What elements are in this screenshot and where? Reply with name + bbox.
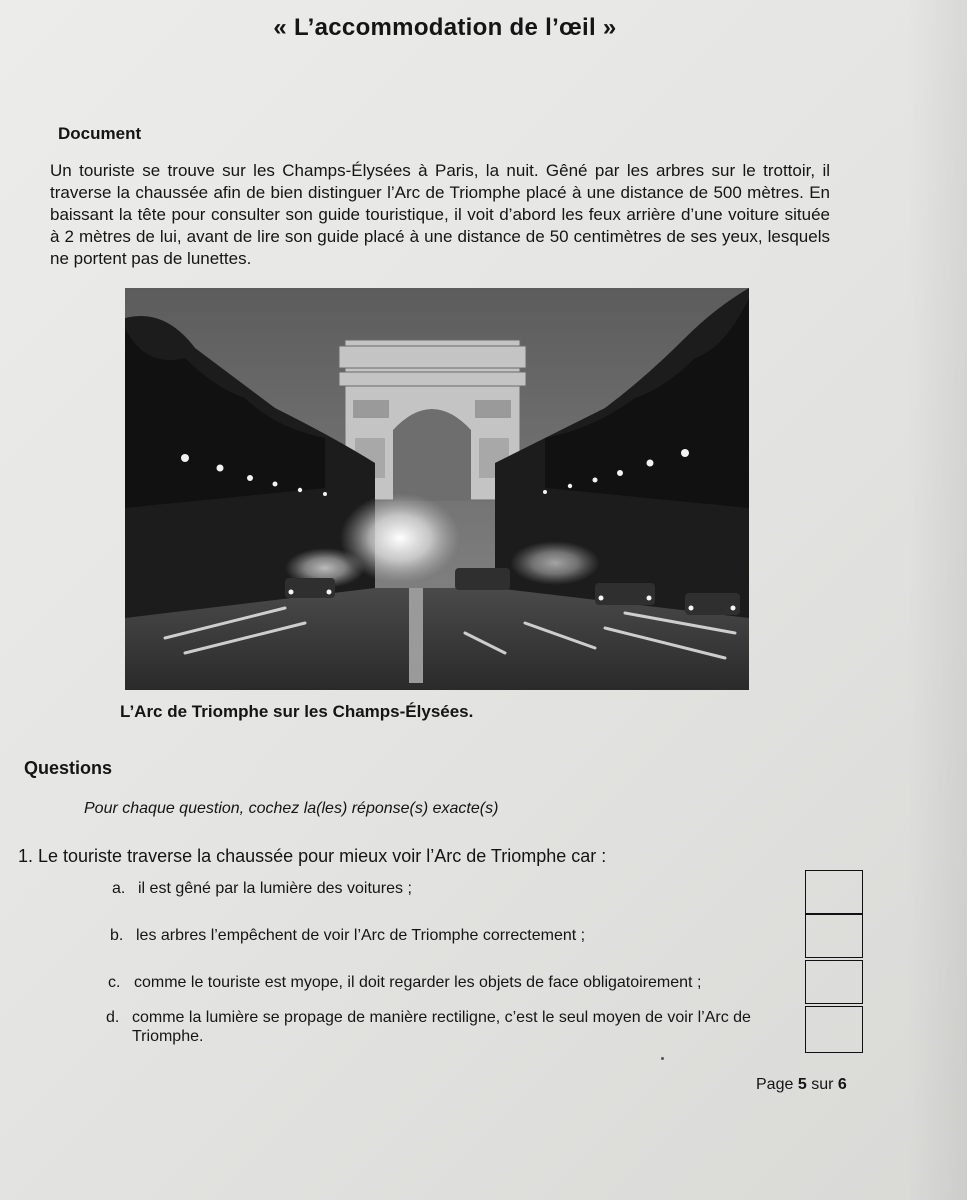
- questions-heading: Questions: [24, 758, 113, 778]
- document-heading: Document: [58, 124, 142, 143]
- option-text: comme le touriste est myope, il doit regarder les objets de face obligatoirement ;: [134, 974, 702, 991]
- page-title: « L’accommodation de l’œil »: [273, 14, 617, 41]
- option-letter: a.: [112, 880, 126, 897]
- document-paragraph: Un touriste se trouve sur les Champs-Élysées à Paris, la nuit. Gêné par les arbres sur le trottoir, il traverse la chaussée afin de bien distinguer l’Arc de Triomphe placé à une distance de 500 mètres. En baissant la tête pour consulter son guide touristique, il voit d’abord les feux arrière d’une voiture située à 2 mètres de lui, avant de lire son guide placé à une distance de 50 centimètres de ses yeux, lesquels ne portent pas de lunettes.: [50, 161, 830, 268]
- page-edge-shadow: [907, 0, 967, 1200]
- option-text: comme la lumière se propage de manière rectiligne, c’est le seul moyen de voir l’Arc de Triomphe.: [132, 1009, 751, 1045]
- question-1: 1. Le touriste traverse la chaussée pour mieux voir l’Arc de Triomphe car :: [18, 846, 607, 866]
- page-current: 5: [797, 1076, 807, 1093]
- paper-speck: [661, 1057, 664, 1060]
- checkbox-d[interactable]: [805, 1006, 863, 1053]
- checkbox-c[interactable]: [805, 960, 863, 1004]
- option-letter: b.: [110, 927, 124, 944]
- page-prefix: Page: [756, 1076, 794, 1093]
- questions-instruction: Pour chaque question, cochez la(les) réponse(s) exacte(s): [84, 800, 499, 817]
- page-separator: sur: [811, 1076, 834, 1093]
- photo-caption: L’Arc de Triomphe sur les Champs-Élysées.: [120, 702, 474, 721]
- checkbox-a[interactable]: [805, 870, 863, 914]
- option-letter: d.: [106, 1009, 120, 1026]
- option-c: [108, 973, 788, 992]
- option-d: [106, 1008, 786, 1046]
- option-text: il est gêné par la lumière des voitures ;: [138, 880, 412, 897]
- option-b: [110, 926, 770, 945]
- page-total: 6: [837, 1076, 847, 1093]
- checkbox-b[interactable]: [805, 914, 863, 958]
- arc-de-triomphe-photo: [125, 288, 749, 690]
- option-letter: c.: [108, 974, 121, 991]
- page-number: [756, 1076, 847, 1094]
- option-a: [112, 879, 772, 898]
- option-text: les arbres l’empêchent de voir l’Arc de Triomphe correctement ;: [136, 927, 586, 944]
